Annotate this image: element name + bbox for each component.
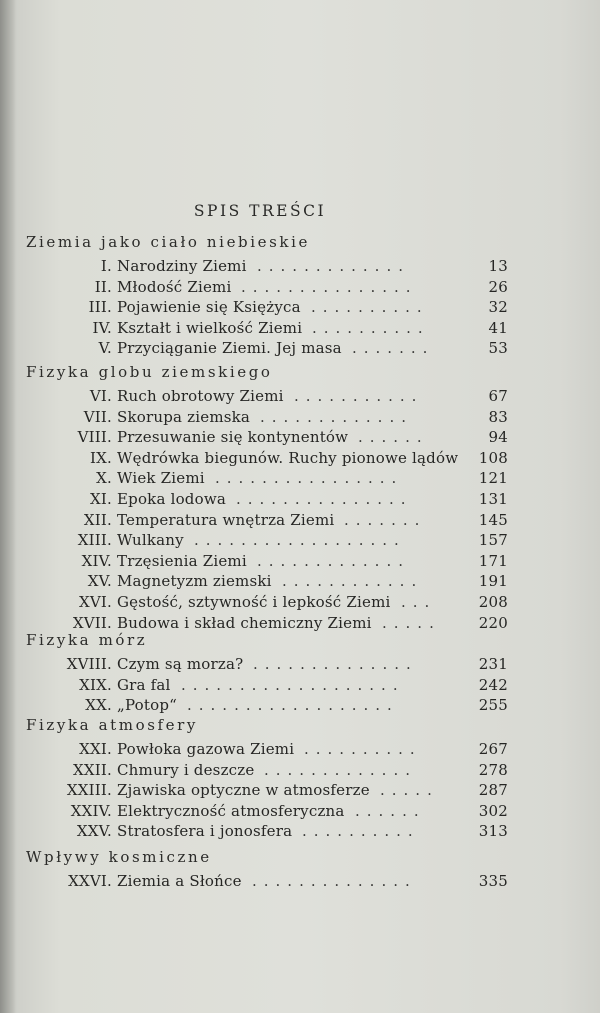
page-number: 131 [478, 490, 508, 508]
page-number: 208 [478, 593, 508, 611]
chapter-number: XII. [83, 510, 112, 529]
page-number: 313 [478, 822, 508, 841]
chapter-number: VII. [83, 407, 112, 426]
chapter-number: XIV. [81, 551, 112, 570]
leader-dots: ....... [344, 510, 427, 529]
toc-entry [0, 469, 600, 489]
page-number: 267 [478, 740, 508, 758]
toc-entry [0, 696, 600, 716]
toc-entry [0, 822, 600, 842]
toc-entry [0, 408, 600, 428]
chapter-number: I. [100, 257, 112, 275]
leader-dots: ..... [382, 613, 441, 632]
chapter-title: Pojawienie się Księżyca [117, 298, 301, 317]
chapter-title: Gra fal [117, 675, 171, 694]
chapter-number: XXVI. [68, 872, 112, 890]
leader-dots: ............. [260, 407, 413, 426]
chapter-title: Narodziny Ziemi [117, 257, 247, 275]
leader-dots: ................ [215, 469, 404, 488]
chapter-title: Ziemia a Słońce [117, 872, 242, 890]
chapter-title: Kształt i wielkość Ziemi [117, 318, 303, 337]
leader-dots: .......... [304, 740, 422, 758]
section-heading: Fizyka globu ziemskiego [26, 363, 273, 381]
toc-entry [0, 761, 600, 781]
chapter-number: XVII. [72, 613, 112, 632]
page-number: 157 [478, 531, 508, 550]
chapter-title: Przesuwanie się kontynentów [117, 428, 349, 447]
chapter-title: Wędrówka biegunów. Ruchy pionowe lądów [117, 448, 459, 467]
page-number: 302 [478, 801, 508, 820]
chapter-title: Chmury i deszcze [117, 760, 255, 779]
chapter-number: XX. [85, 696, 112, 715]
chapter-number: XIX. [79, 675, 112, 694]
toc-entry [0, 531, 600, 551]
page-number: 242 [478, 675, 508, 694]
chapter-title: Ruch obrotowy Ziemi [117, 387, 284, 405]
chapter-number: II. [94, 277, 112, 296]
toc-entry [0, 740, 600, 760]
section-heading: Fizyka mórz [26, 631, 148, 649]
page-number: 191 [478, 572, 508, 591]
chapter-title: Magnetyzm ziemski [117, 572, 272, 591]
toc-entry [0, 655, 600, 675]
section-heading: Ziemia jako ciało niebieskie [26, 233, 310, 251]
page-number: 13 [488, 257, 508, 275]
leader-dots: ... [401, 593, 437, 611]
chapter-title: Stratosfera i jonosfera [117, 822, 293, 841]
chapter-number: VIII. [77, 428, 112, 447]
chapter-number: XXV. [76, 822, 112, 841]
toc-entry [0, 449, 600, 469]
page-number: 41 [488, 318, 508, 337]
chapter-title: Epoka lodowa [117, 490, 227, 508]
toc-entry [0, 593, 600, 613]
toc-entry [0, 298, 600, 318]
chapter-number: III. [88, 298, 112, 317]
leader-dots: ............. [264, 760, 417, 779]
page-number: 255 [478, 696, 508, 715]
chapter-number: XVIII. [66, 655, 112, 673]
leader-dots: .......... [312, 318, 430, 337]
chapter-title: Powłoka gazowa Ziemi [117, 740, 295, 758]
toc-entry [0, 278, 600, 298]
leader-dots: ................... [181, 675, 405, 694]
chapter-title: Młodość Ziemi [117, 277, 232, 296]
page-number: 67 [488, 387, 508, 405]
leader-dots: ............... [236, 490, 413, 508]
chapter-title: Trzęsienia Ziemi [117, 551, 247, 570]
leader-dots: ....... [352, 339, 435, 358]
leader-dots: ............... [241, 277, 418, 296]
toc-entry [0, 676, 600, 696]
chapter-number: V. [98, 339, 112, 358]
leader-dots: ..... [380, 781, 439, 800]
page-number: 121 [478, 469, 508, 488]
chapter-number: X. [96, 469, 112, 488]
chapter-title: Przyciąganie Ziemi. Jej masa [117, 339, 342, 358]
chapter-title: Budowa i skład chemiczny Ziemi [117, 613, 372, 632]
page-number: 231 [478, 655, 508, 673]
page-number: 171 [478, 551, 508, 570]
leader-dots: .......... [311, 298, 429, 317]
page-number: 32 [488, 298, 508, 317]
chapter-number: XXI. [79, 740, 112, 758]
leader-dots: .................. [187, 696, 399, 715]
page-number: 278 [478, 760, 508, 779]
toc-entry [0, 490, 600, 510]
chapter-title: Gęstość, sztywność i lepkość Ziemi [117, 593, 391, 611]
leader-dots: ........... [294, 387, 424, 405]
toc-entry [0, 781, 600, 801]
chapter-number: XXIII. [66, 781, 112, 800]
chapter-number: XXII. [73, 760, 112, 779]
chapter-title: Czym są morza? [117, 655, 244, 673]
leader-dots: .......... [302, 822, 420, 841]
chapter-number: XVI. [78, 593, 112, 611]
chapter-title: Wulkany [117, 531, 184, 550]
leader-dots: ............. [257, 551, 410, 570]
page-number: 287 [478, 781, 508, 800]
leader-dots: ...... [355, 801, 426, 820]
section-heading: Fizyka atmosfery [26, 716, 198, 734]
page-number: 83 [488, 407, 508, 426]
page-number: 26 [488, 277, 508, 296]
toc-entry [0, 802, 600, 822]
chapter-title: „Potop“ [117, 696, 178, 715]
toc-entry [0, 387, 600, 407]
chapter-number: XXIV. [70, 801, 112, 820]
page-number: 53 [488, 339, 508, 358]
chapter-title: Elektryczność atmosferyczna [117, 801, 345, 820]
chapter-title: Zjawiska optyczne w atmosferze [117, 781, 370, 800]
chapter-title: Temperatura wnętrza Ziemi [117, 510, 335, 529]
toc-entry [0, 872, 600, 892]
toc-entry [0, 572, 600, 592]
leader-dots: .................. [194, 531, 406, 550]
page-number: 335 [478, 872, 508, 890]
chapter-number: IV. [92, 318, 112, 337]
section-heading: Wpływy kosmiczne [26, 848, 212, 866]
toc-entry [0, 257, 600, 277]
chapter-number: XI. [90, 490, 112, 508]
chapter-number: VI. [89, 387, 112, 405]
chapter-number: IX. [90, 448, 112, 467]
page-number: 108 [478, 448, 508, 467]
toc-entry [0, 511, 600, 531]
leader-dots: .............. [252, 872, 417, 890]
chapter-number: XIII. [77, 531, 112, 550]
chapter-number: XV. [87, 572, 112, 591]
leader-dots: ...... [358, 428, 429, 447]
toc-entry [0, 552, 600, 572]
toc-entry [0, 339, 600, 359]
page-number: 220 [478, 613, 508, 632]
page-number: 145 [478, 510, 508, 529]
leader-dots: ............. [257, 257, 410, 275]
chapter-title: Skorupa ziemska [117, 407, 251, 426]
leader-dots: ............ [282, 572, 424, 591]
page-number: 94 [488, 428, 508, 447]
chapter-title: Wiek Ziemi [117, 469, 205, 488]
toc-entry [0, 319, 600, 339]
toc-entry [0, 428, 600, 448]
page-title: SPIS TREŚCI [193, 202, 327, 220]
leader-dots: .............. [253, 655, 418, 673]
